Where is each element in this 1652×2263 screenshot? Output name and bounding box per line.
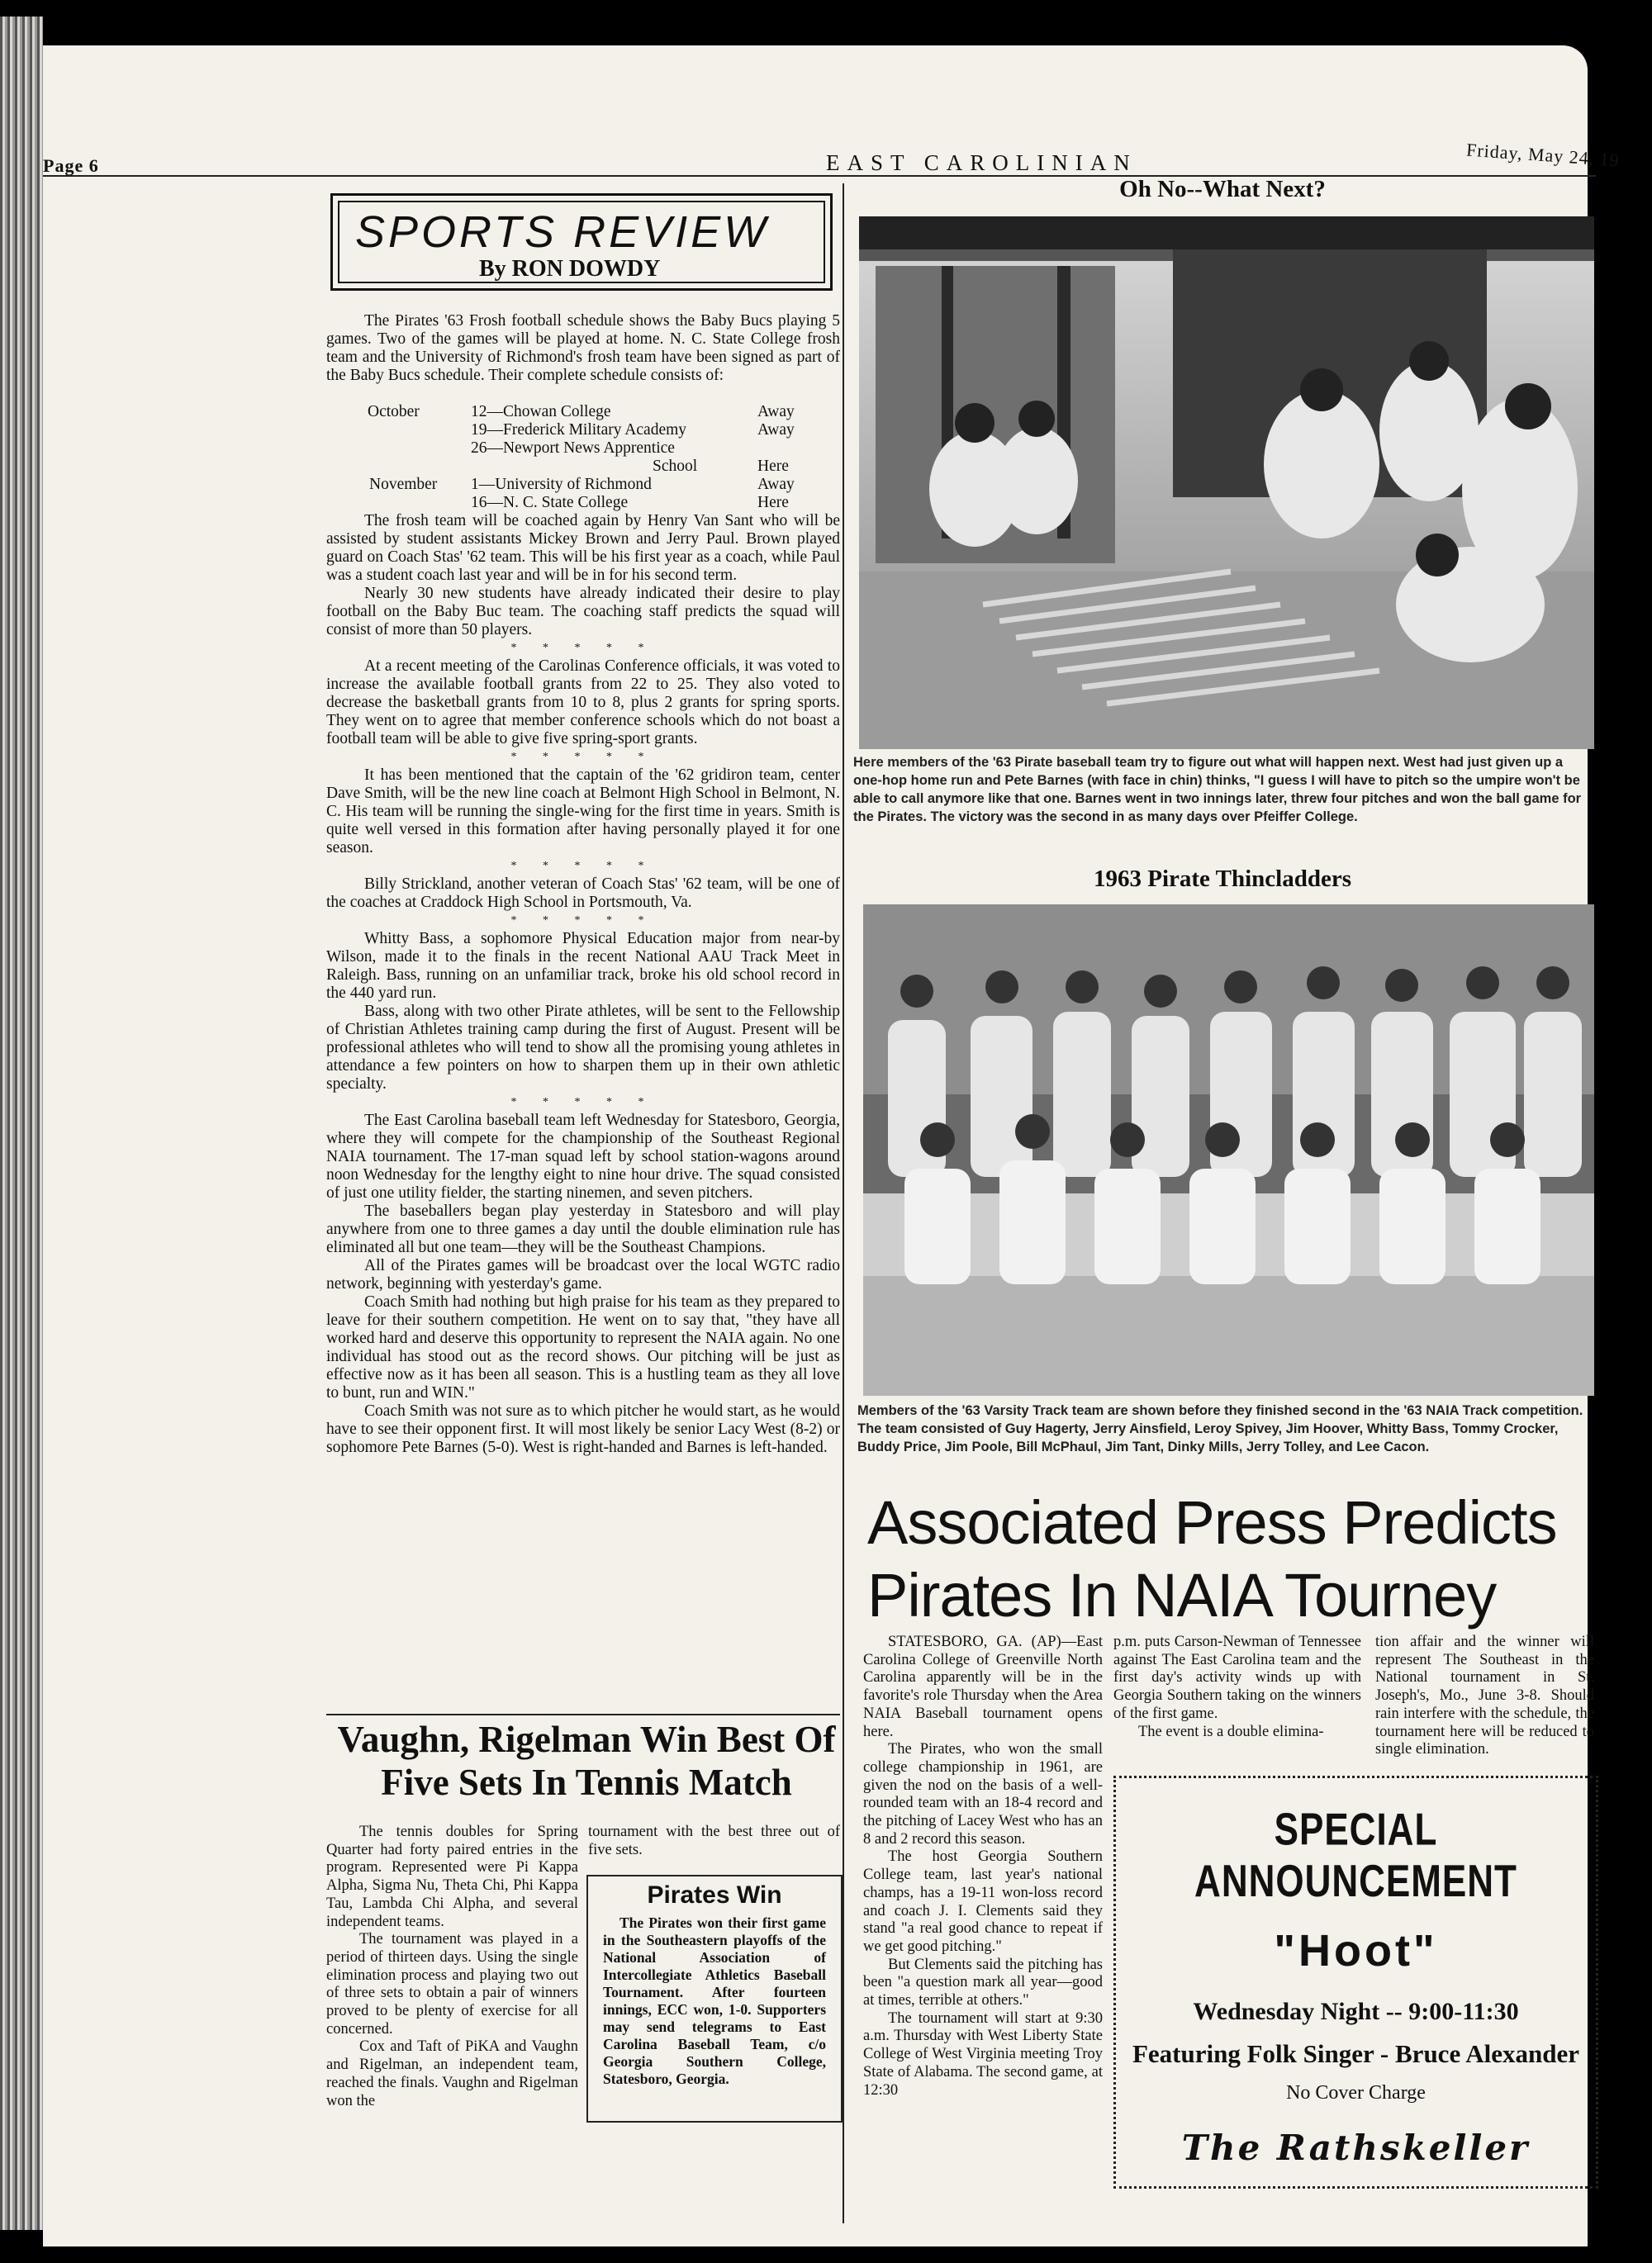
- schedule-row: [326, 439, 789, 458]
- baseball-dugout-photo: [859, 216, 1594, 749]
- binding-spine: [0, 17, 43, 2230]
- paragraph: Whitty Bass, a sophomore Physical Education major from near-by Wilson, made it to the finals in the recent National AAU Track Meet in Raleigh. Bass, running on an unfamiliar track, broke his old school record in the 440 yard run.: [326, 930, 840, 1002]
- paragraph: Billy Strickland, another veteran of Coach Stas' '62 team, will be one of the coaches at Craddock High School in Portsmouth, Va.: [326, 875, 840, 911]
- track-team-image: [863, 904, 1594, 1396]
- frosh-schedule: [326, 403, 795, 512]
- tennis-column-2: [588, 1824, 840, 1859]
- ap-column-1: [863, 1634, 1103, 2099]
- schedule-place: Away: [757, 421, 795, 439]
- schedule-game: 26—Newport News Apprentice: [471, 439, 675, 457]
- paragraph: The tournament will start at 9:30 a.m. Thursday with West Liberty State College of West Virginia meeting Troy State of Alabama. The second game, at 12:30: [863, 2009, 1103, 2099]
- schedule-row: [326, 403, 795, 421]
- paragraph: The East Carolina baseball team left Wednesday for Statesboro, Georgia, where they will compete for the championship of the Southeast Regional NAIA tournament. The 17-man squad left by school station-wagons around noon Wednesday for the lengthy eight to nine hour drive. The squad consisted of just one utility fielder, the starting ninemen, and seven pitchers.: [326, 1112, 840, 1202]
- paragraph: The Pirates, who won the small college championship in 1961, are given the nod on the basis of a well-rounded team with an 18-4 record and the pitching of Lacey West who has an 8 and 2 record this season.: [863, 1741, 1103, 1848]
- schedule-place: Away: [757, 476, 795, 493]
- ap-column-3: [1375, 1634, 1594, 1766]
- paragraph: The tennis doubles for Spring Quarter had forty paired entries in the program. Represented were Pi Kappa Alpha, Sigma Nu, Theta Chi, Phi Kappa Tau, Lambda Chi Alpha, and several independent teams.: [326, 1824, 578, 1930]
- paragraph: The event is a double elimina-: [1138, 1723, 1324, 1740]
- pirates-win-box: [586, 1875, 843, 2123]
- schedule-row: [326, 421, 795, 439]
- section-divider: * * * * *: [510, 914, 656, 927]
- page-number: Page 6: [43, 155, 99, 176]
- page-header: [0, 99, 1652, 176]
- paragraph: Coach Smith had nothing but high praise for his team as they prepared to leave for their southern competition. He went on to say that, "they have all worked hard and deserve this opportunity to represent the NAIA again. No one individual has stood out as the record shows. Our pitching will be just as effective now as it has been all season. This is a hustling team as they all love to bunt, run and WIN.": [326, 1293, 840, 1402]
- track-team-photo: [863, 904, 1594, 1396]
- schedule-place: Away: [757, 403, 795, 420]
- sports-review-intro: [326, 312, 840, 385]
- tennis-headline: Vaughn, Rigelman Win Best Of Five Sets In Tennis Match: [337, 1719, 836, 1803]
- ap-column-2: [1113, 1634, 1361, 1741]
- pirates-win-text: The Pirates won their first game in the Southeastern playoffs of the National Association of Intercollegiate Athletics Baseball Tournament. After fourteen innings, ECC won, 1-0. Supporters may send telegrams to East Carolina Baseball Team, c/o Georgia Southern College, Statesboro, Georgia.: [603, 1914, 826, 2087]
- masthead: EAST CAROLINIAN: [826, 150, 1137, 175]
- section-divider: * * * * *: [510, 751, 656, 763]
- paragraph: The tournament was played in a period of thirteen days. Using the single elimination process and playing two out of three sets to obtain a pair of winners proved to be plenty of exercise for all concerned.: [326, 1931, 578, 2038]
- paragraph: p.m. puts Carson-Newman of Tennessee against The East Carolina team and the first day's activity winds up with Georgia Southern taking on the winners of the first game.: [1113, 1634, 1361, 1722]
- paragraph: Coach Smith was not sure as to which pitcher he would start, as he would have to see their opponent first. It will most likely be senior Lacy West (8-2) or sophomore Pete Barnes (5-0). West is right-handed and Barnes is left-handed.: [326, 1402, 840, 1456]
- baseball-dugout-image: [859, 216, 1594, 749]
- section-divider: * * * * *: [510, 860, 656, 872]
- paragraph: At a recent meeting of the Carolinas Conference officials, it was voted to increase the available football grants from 22 to 25. They also voted to decrease the basketball grants from 10 to 8, plus 2 grants for spring sports. They went on to agree that member conference schools which do not boast a football team will be able to give five spring-sport grants.: [326, 657, 840, 747]
- section-divider: * * * * *: [510, 1096, 656, 1108]
- schedule-row: [326, 476, 795, 494]
- ad-hoot: "Hoot": [1274, 1926, 1438, 1976]
- photo2-title: 1963 Pirate Thincladders: [1093, 866, 1352, 892]
- paragraph: The Pirates '63 Frosh football schedule shows the Baby Bucs playing 5 games. Two of the games will be played at home. N. C. State College frosh team and the University of Richmond's frosh team have been signed as part of the Baby Bucs schedule. Their complete schedule consists of:: [326, 312, 840, 384]
- tennis-column-1: [326, 1824, 578, 2110]
- paragraph: Nearly 30 new students have already indicated their desire to play football on the Baby Buc team. The coaching staff predicts the squad will consist of more than 50 players.: [326, 585, 840, 638]
- ad-cover-charge: No Cover Charge: [1286, 2082, 1426, 2104]
- ad-venue: The Rathskeller: [1181, 2128, 1531, 2168]
- schedule-game: 19—Frederick Military Academy: [471, 421, 687, 439]
- sports-review-title: SPORTS REVIEW: [355, 207, 770, 257]
- schedule-month: October: [368, 403, 420, 420]
- schedule-place: Here: [757, 458, 789, 475]
- issue-date: Friday, May 24, 19: [1465, 139, 1621, 171]
- pirates-win-title: Pirates Win: [647, 1881, 782, 1909]
- section-divider: * * * * *: [510, 642, 656, 654]
- paragraph: STATESBORO, GA. (AP)—East Carolina College of Greenville North Carolina apparently will be in the favorite's role Thursday when the Area NAIA Baseball tournament opens here.: [863, 1634, 1103, 1740]
- ad-featuring: Featuring Folk Singer - Bruce Alexander: [1132, 2039, 1580, 2068]
- paragraph: Cox and Taft of PiKA and Vaughn and Rigelman, an independent team, reached the finals. Vaughn and Rigelman won the: [326, 2038, 578, 2109]
- ad-special-announcement: SPECIAL ANNOUNCEMENT: [1194, 1804, 1517, 1907]
- schedule-game: 1—University of Richmond: [471, 476, 652, 493]
- paragraph: The host Georgia Southern College team, last year's national champs, has a 19-11 won-loss record and coach J. I. Clements said they stand "a real good chance to repeat if we get good pitching.": [863, 1848, 1103, 1955]
- schedule-game: 16—N. C. State College: [471, 494, 629, 511]
- schedule-game: School: [653, 458, 698, 475]
- schedule-game: 12—Chowan College: [471, 403, 611, 420]
- paragraph: tournament with the best three out of five sets.: [588, 1824, 840, 1858]
- paragraph: All of the Pirates games will be broadcast over the local WGTC radio network, beginning with yesterday's game.: [326, 1257, 840, 1293]
- ad-time: Wednesday Night -- 9:00-11:30: [1193, 1998, 1519, 2025]
- photo2-caption: Members of the '63 Varsity Track team are shown before they finished second in the '63 NAIA Track competition. The team consisted of Guy Hagerty, Jerry Ainsfield, Leroy Spivey, Jim Hoover, Whitty Bass, Tommy Crocker, Buddy Price, Jim Poole, Bill McPhaul, Jim Tant, Dinky Mills, Jerry Tolley, and Lee Cacon.: [857, 1403, 1583, 1454]
- photo1-caption: Here members of the '63 Pirate baseball team try to figure out what will happen next. West had just given up a one-hop home run and Pete Barnes (with face in chin) thinks, "I guess I will have to pitch so the umpire won't be able to call anymore like that one. Barnes went in two innings later, threw four pitches and won the ball game for the Pirates. The victory was the second in as many days over Pfeiffer College.: [853, 755, 1582, 824]
- schedule-row: [326, 494, 789, 512]
- schedule-row: [326, 458, 789, 476]
- rathskeller-ad: [1113, 1776, 1598, 2189]
- photo1-title: Oh No--What Next?: [1119, 176, 1326, 202]
- schedule-place: Here: [757, 494, 789, 511]
- paragraph: tion affair and the winner will represent The Southeast in the National tournament in St. Joseph's, Mo., June 3-8. Should rain interfere with the schedule, the tournament here will be reduced to single elimination.: [1375, 1634, 1594, 1758]
- tennis-rule: [326, 1714, 840, 1715]
- schedule-month: November: [369, 476, 438, 493]
- sports-review-byline: By RON DOWDY: [479, 256, 661, 282]
- paragraph: The baseballers began play yesterday in Statesboro and will play anywhere from one to three games a day until the double elimination rule has eliminated all but one team—they will be the Southeast Champions.: [326, 1203, 840, 1256]
- sports-review-body: [326, 512, 840, 1457]
- paragraph: It has been mentioned that the captain of the '62 gridiron team, center Dave Smith, will be the new line coach at Belmont High School in Belmont, N. C. His team will be running the single-wing for the first time in years. Smith is quite well versed in this formation after having personally played it for one season.: [326, 766, 840, 856]
- ap-headline: Associated Press Predicts Pirates In NAIA Tourney: [867, 1488, 1557, 1630]
- paragraph: The frosh team will be coached again by Henry Van Sant who will be assisted by student assistants Mickey Brown and Jerry Paul. Brown played guard on Coach Stas' '62 team. This will be his first year as a coach, while Paul was a student coach last year and will be in for his second term.: [326, 512, 840, 584]
- paragraph: Bass, along with two other Pirate athletes, will be sent to the Fellowship of Christian Athletes training camp during the first of August. Present will be professional athletes who will tend to show all the promising young athletes in attendance a few pointers on how to sharpen them up in their own athletic specialty.: [326, 1003, 840, 1093]
- paragraph: But Clements said the pitching has been "a question mark all year—good at times, terrible at others.": [863, 1956, 1103, 2009]
- column-rule: [843, 183, 844, 2223]
